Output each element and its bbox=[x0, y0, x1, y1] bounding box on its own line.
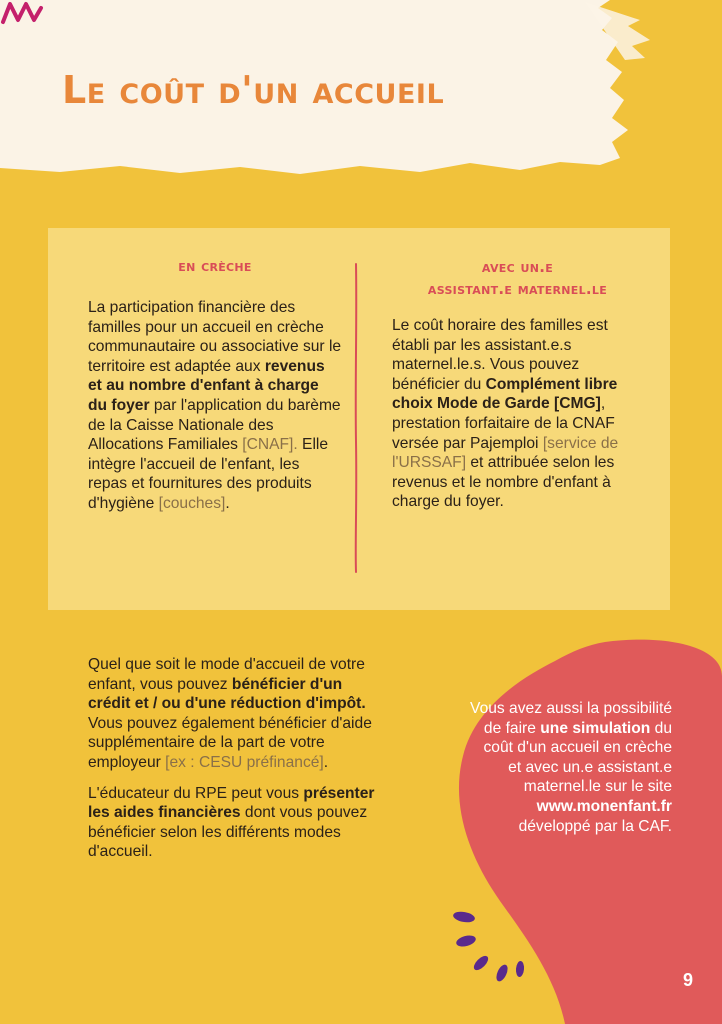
simulation-text: Vous avez aussi la possibilité de faire une simulation du coût d'un accueil en crèche et avec un.e assistant.e maternel.le sur le site www.monenfant.fr développé par la CAF. bbox=[470, 700, 672, 835]
squiggle-icon bbox=[0, 0, 44, 26]
assistant-text: Le coût horaire des familles est établi par les assistant.e.s maternel.le.s. Vous pouvez bénéficier du Complément libre choix Mode de Garde [CMG], prestation forfaitaire de la CNAF versée par Pajemploi [service de l'URSSAF] et attribuée selon les revenus et le nombre d'enfant à charge du foyer. bbox=[392, 317, 619, 511]
page-title: Le coût d'un accueil bbox=[62, 68, 445, 112]
burst-rays-icon bbox=[448, 905, 528, 985]
financial-aid-text bbox=[88, 655, 388, 873]
creche-text: La participation financière des familles pour un accueil en crèche communautaire ou associative sur le territoire est adaptée aux revenus et au nombre d'enfant à charge du foyer par l'application du barème de la Caisse Nationale des Allocations Familiales [CNAF]. Elle intègre l'accueil de l'enfant, les repas et fournitures des produits d'hygiène [couches]. bbox=[88, 299, 342, 512]
assistant-title: avec un.e assistant.e maternel.le bbox=[427, 258, 608, 298]
column-divider bbox=[352, 262, 360, 574]
tax-credit-paragraph: Quel que soit le mode d'accueil de votre enfant, vous pouvez bénéficier d'un crédit et / ou d'une réduction d'impôt. Vous pouvez également bénéficier d'aide supplémentaire de la part de votre employeur [ex : CESU préfinancé]. bbox=[88, 656, 372, 771]
creche-title: en crèche bbox=[178, 257, 252, 275]
page-number: 9 bbox=[683, 970, 694, 990]
rpe-paragraph: L'éducateur du RPE peut vous présenter les aides financières dont vous pouvez bénéficier selon les différents modes d'accueil. bbox=[88, 784, 375, 861]
header-brush bbox=[0, 0, 722, 180]
